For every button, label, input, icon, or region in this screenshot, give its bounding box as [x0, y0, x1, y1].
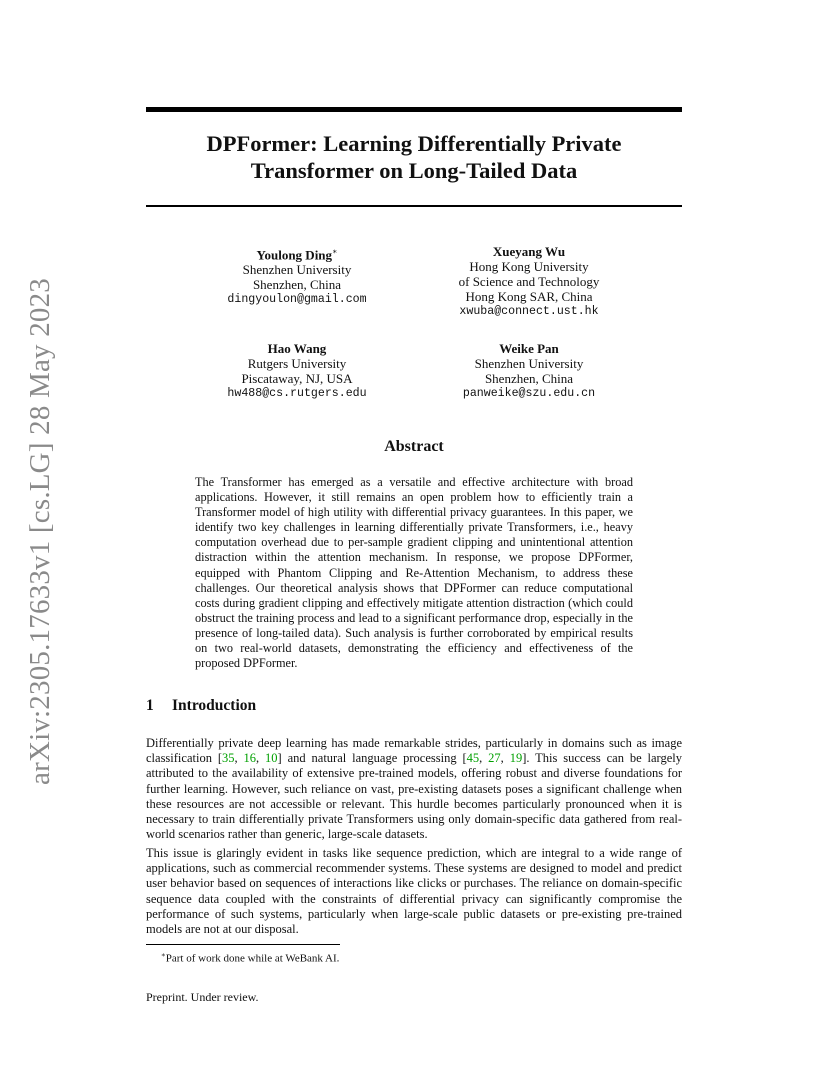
author-footnote-mark: ∗ [332, 247, 338, 256]
author-location: Piscataway, NJ, USA [241, 371, 353, 386]
author-affiliation-line-2: of Science and Technology [458, 274, 600, 289]
footnote [161, 949, 339, 966]
author-location: Shenzhen, China [484, 371, 574, 386]
author-affiliation: Rutgers University [247, 356, 347, 371]
citation-link[interactable]: 10 [265, 751, 278, 766]
author-email[interactable]: panweike@szu.edu.cn [462, 387, 596, 400]
intro-text-part-3: . This success can be largely attributed to the availability of extensive pre-trained models, offering robust and diverse foundations for further learning. However, such reliance on vast, pre-existing datasets poses a significant challenge when these resources are not accessible or relevant. This hurdle becomes particularly pronounced when it is necessary to train differentially private Transformers using only domain-specific data gathered from real-world scenarios rather than generic, large-scale datasets. [146, 751, 683, 842]
title-rule-bottom [146, 205, 682, 207]
preprint-notice: Preprint. Under review. [146, 990, 259, 1004]
intro-text-part-1: Differentially private deep learning has made remarkable strides, particularly in domains such as image classification [146, 736, 682, 766]
section-title: Introduction [172, 697, 257, 714]
abstract-heading: Abstract [384, 438, 444, 455]
title-rule-top [146, 107, 682, 112]
author-email[interactable]: xwuba@connect.ust.hk [459, 305, 599, 318]
author-affiliation: Shenzhen University [242, 262, 352, 278]
author-name: Xueyang Wu [492, 244, 566, 259]
paper-title [146, 130, 682, 184]
author-email[interactable]: dingyoulon@gmail.com [227, 293, 367, 307]
author-affiliation: Shenzhen University [474, 356, 584, 371]
footnote-rule [146, 944, 340, 945]
intro-text-part-2: and natural language processing [281, 751, 463, 766]
author-location: Hong Kong SAR, China [465, 289, 593, 304]
intro-paragraph-2: This issue is glaringly evident in tasks like sequence prediction, which are integral to a wide range of applications, such as commercial recommender systems. These systems are designed to model and predict user behavior based on sequences of interactions like clicks or purchases. The reliance on domain-specific sequence data coupled with the constraints of differential privacy can significantly compromise the performance of such systems, particularly when large-scale public datasets or pre-existing pre-trained models are not at our disposal. [146, 846, 682, 937]
author-name: Youlong Ding∗ [256, 247, 338, 263]
citation-link[interactable]: 45 [466, 751, 480, 766]
intro-paragraph-1: Differentially private deep learning has made remarkable strides, particularly in domains such as image classification [35, 16, 10] and natural language processing [45, 27, 19]. This success can be largely attributed to the availability of extensive pre-trained models, offering robust and diverse foundations for further learning. However, such reliance on vast, pre-existing datasets poses a significant challenge when these resources are not accessible or relevant. This hurdle becomes particularly pronounced when it is necessary to train differentially private Transformers using only domain-specific data gathered from real-world scenarios rather than generic, large-scale datasets. [146, 736, 683, 842]
section-number: 1 [146, 697, 154, 714]
citation-link[interactable]: 16 [243, 751, 257, 766]
title-line-2: Transformer on Long-Tailed Data [250, 158, 578, 183]
footnote-text: Part of work done while at WeBank AI. [165, 952, 340, 965]
author-name: Hao Wang [267, 341, 327, 356]
title-line-1: DPFormer: Learning Differentially Private [206, 131, 622, 156]
abstract-body: The Transformer has emerged as a versatile and effective architecture with broad applications. However, it still remains an open problem how to efficiently train a Transformer model of high utility with differential privacy guarantees. In this paper, we identify two key challenges in learning differentially private Transformers, i.e., heavy computation overhead due to per-sample gradient clipping and unintentional attention distraction within the attention mechanism. In response, we propose DPFormer, equipped with Phantom Clipping and Re-Attention Mechanism, to address these challenges. Our theoretical analysis shows that DPFormer can reduce computational costs during gradient clipping and effectively mitigate attention distraction (which could obstruct the training process and lead to a significant performance drop, especially in the presence of long-tailed data). Such analysis is further corroborated by empirical results on two real-world datasets, demonstrating the efficiency and effectiveness of the proposed DPFormer. [195, 475, 633, 671]
arxiv-identifier: arXiv:2305.17633v1 [cs.LG] 28 May 2023 [24, 278, 56, 785]
author-block-4 [399, 341, 659, 401]
author-affiliation: Hong Kong University [469, 259, 589, 274]
citation-link[interactable]: 27 [488, 751, 501, 766]
footnote-mark: ∗ [161, 951, 166, 959]
author-location: Shenzhen, China [252, 277, 342, 293]
citation-link[interactable]: 35 [222, 751, 235, 766]
author-block-3 [167, 341, 427, 401]
author-block-1 [167, 244, 427, 307]
author-email[interactable]: hw488@cs.rutgers.edu [227, 387, 367, 400]
citation-link[interactable]: 19 [509, 751, 523, 766]
author-block-2 [399, 244, 659, 319]
author-name: Weike Pan [499, 341, 559, 356]
section-heading [146, 697, 256, 715]
